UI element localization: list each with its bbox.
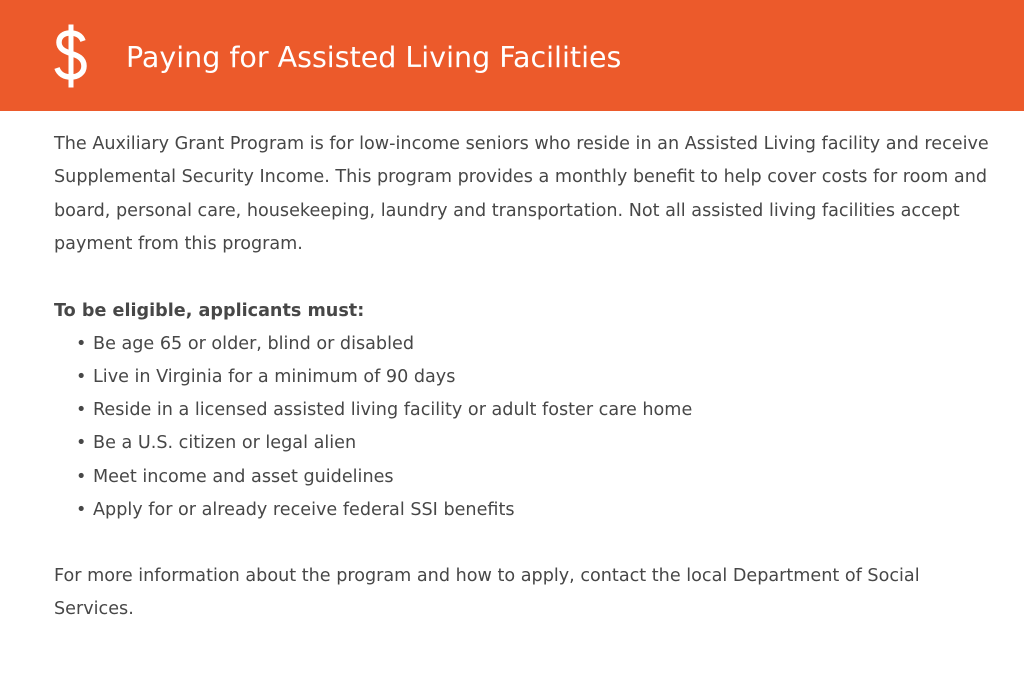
content-body	[54, 128, 994, 627]
list-item-text: Apply for or already receive federal SSI benefits	[93, 499, 515, 520]
page-title: Paying for Assisted Living Facilities	[126, 41, 622, 74]
eligibility-list	[54, 328, 994, 527]
eligibility-heading: To be eligible, applicants must:	[54, 300, 365, 321]
list-item-text: Meet income and asset guidelines	[93, 466, 394, 487]
list-item-text: Be age 65 or older, blind or disabled	[93, 333, 414, 354]
bullet-icon: •	[76, 499, 87, 520]
intro-paragraph: The Auxiliary Grant Program is for low-income seniors who reside in an Assisted Living facility and receive Supplemental Security Income. This program provides a monthly benefit to help cover costs for room and board, personal care, housekeeping, laundry and transportation. Not all assisted living facilities accept payment from this program.	[54, 134, 989, 255]
bullet-icon: •	[76, 333, 87, 354]
list-item	[76, 461, 994, 494]
bullet-icon: •	[76, 367, 87, 388]
list-item-text: Reside in a licensed assisted living facility or adult foster care home	[93, 400, 693, 421]
list-item	[76, 361, 994, 394]
contact-paragraph: For more information about the program and how to apply, contact the local Department of Social Services.	[54, 566, 920, 620]
list-item	[76, 427, 994, 460]
list-item	[76, 494, 994, 527]
list-item	[76, 328, 994, 361]
dollar-icon	[52, 24, 90, 88]
list-item	[76, 394, 994, 427]
list-item-text: Be a U.S. citizen or legal alien	[93, 433, 357, 454]
header-banner	[0, 0, 1024, 111]
bullet-icon: •	[76, 400, 87, 421]
bullet-icon: •	[76, 433, 87, 454]
bullet-icon: •	[76, 466, 87, 487]
list-item-text: Live in Virginia for a minimum of 90 days	[93, 367, 456, 388]
